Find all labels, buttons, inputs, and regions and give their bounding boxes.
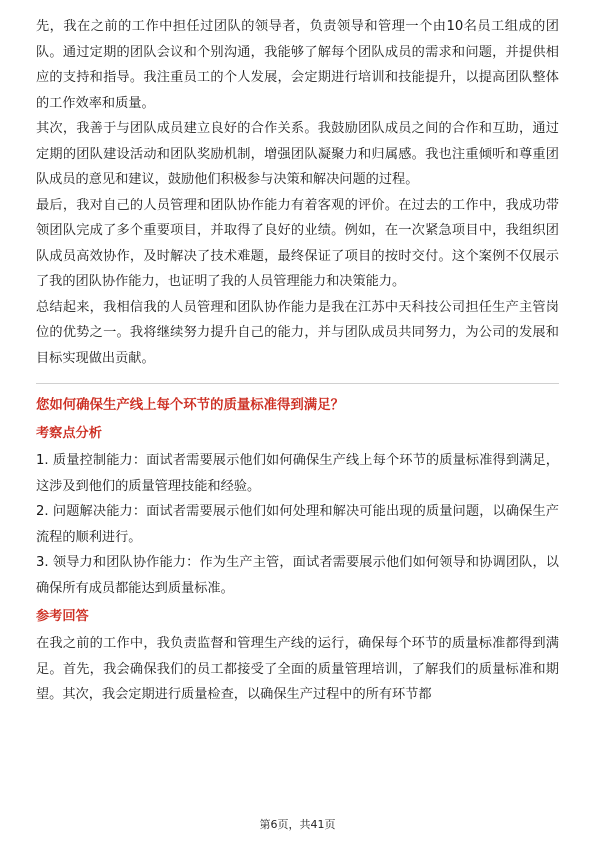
body-paragraph: 最后，我对自己的人员管理和团队协作能力有着客观的评价。在过去的工作中，我成功带领团队完成了多个重要项目，并取得了良好的业绩。例如，在一次紧急项目中，我组织团队成员高效协作，及时解决了技术难题，最终保证了项目的按时交付。这个案例不仅展示了我的团队协作能力，也证明了我的人员管理能力和决策能力。	[36, 197, 559, 289]
analysis-item: 1. 质量控制能力：面试者需要展示他们如何确保生产线上每个环节的质量标准得到满足，这涉及到他们的质量管理技能和经验。	[36, 453, 559, 494]
answer-paragraph: 在我之前的工作中，我负责监督和管理生产线的运行，确保每个环节的质量标准都得到满足。首先，我会确保我们的员工都接受了全面的质量管理培训，了解我们的质量标准和期望。其次，我会定期进行质量检查，以确保生产过程中的所有环节都	[36, 636, 559, 702]
document-page	[36, 14, 559, 708]
analysis-item: 2. 问题解决能力：面试者需要展示他们如何处理和解决可能出现的质量问题，以确保生产流程的顺利进行。	[36, 504, 559, 545]
answer-heading: 参考回答	[36, 609, 89, 624]
question-heading: 您如何确保生产线上每个环节的质量标准得到满足？	[36, 398, 344, 413]
body-paragraph: 总结起来，我相信我的人员管理和团队协作能力是我在江苏中天科技公司担任生产主管岗位的优势之一。我将继续努力提升自己的能力，并与团队成员共同努力，为公司的发展和目标实现做出贡献。	[36, 299, 559, 366]
analysis-heading: 考察点分析	[36, 426, 102, 441]
analysis-item: 3. 领导力和团队协作能力：作为生产主管，面试者需要展示他们如何领导和协调团队，以确保所有成员都能达到质量标准。	[36, 555, 559, 596]
body-paragraph: 其次，我善于与团队成员建立良好的合作关系。我鼓励团队成员之间的合作和互助，通过定期的团队建设活动和团队奖励机制，增强团队凝聚力和归属感。我也注重倾听和尊重团队成员的意见和建议，鼓励他们积极参与决策和解决问题的过程。	[36, 121, 559, 187]
body-paragraph: 先，我在之前的工作中担任过团队的领导者，负责领导和管理一个由10名员工组成的团队。通过定期的团队会议和个别沟通，我能够了解每个团队成员的需求和问题，并提供相应的支持和指导。我注重员工的个人发展，会定期进行培训和技能提升，以提高团队整体的工作效率和质量。	[36, 19, 559, 111]
page-footer: 第6页，共41页	[259, 818, 336, 831]
section-divider	[36, 383, 559, 384]
